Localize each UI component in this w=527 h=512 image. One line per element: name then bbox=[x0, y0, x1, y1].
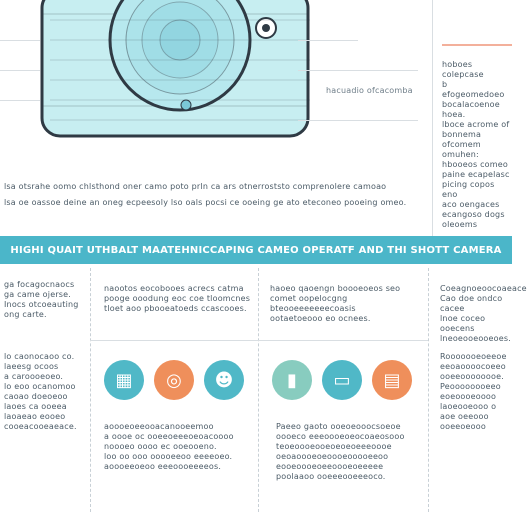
column-4-line: Cao doe ondco cacee bbox=[440, 294, 503, 313]
mid-lower-right-text bbox=[276, 422, 426, 482]
column-4-line: lneoeooeooeoes. bbox=[440, 334, 511, 343]
right-text-line: aco oengaces bbox=[442, 200, 500, 209]
right-text-line: bonnema ofcomem bbox=[442, 130, 482, 149]
mid-lower-left-text bbox=[104, 422, 254, 472]
left-lower-line: a caroooeoeo. bbox=[4, 372, 64, 381]
sd-card-glyph: ▤ bbox=[383, 369, 401, 391]
screen-glyph: ▭ bbox=[333, 369, 351, 391]
right-text-line: picing copos eno bbox=[442, 180, 495, 199]
top-right-line-2 bbox=[298, 70, 418, 71]
top-caption-right: hacuadio ofcacomba bbox=[326, 86, 413, 95]
mid-left-line: a oooe oc ooeeoeeeoeoacoooo bbox=[104, 432, 234, 441]
right-text-line: oleoems bbox=[442, 220, 478, 229]
mid-right-line: teoeoooeooeoeoeoeeeoooe bbox=[276, 442, 392, 451]
mid-left-line: aoooeeoeoo eeeoooeeeeos. bbox=[104, 462, 222, 471]
left-lower-line: lo caonocaoo co. bbox=[4, 352, 75, 361]
column-2-line: pooge ooodung eoc coe tloomcnes bbox=[104, 294, 251, 303]
right-lower-line: eoeoooeoooo bbox=[440, 392, 497, 401]
column-3-line: haoeo qaoengn boooeoeos seo bbox=[270, 284, 401, 293]
right-accent-bar bbox=[442, 44, 512, 46]
left-lower-line: caoao doeoeoo bbox=[4, 392, 68, 401]
section-banner bbox=[0, 236, 512, 264]
top-right-line bbox=[298, 40, 358, 41]
right-text-line: paine ecapelasc bbox=[442, 170, 510, 179]
mid-right-line: oeoaoooeoeoooeooooeeoo bbox=[276, 452, 389, 461]
mid-separator-left bbox=[90, 340, 258, 341]
column-1-line: ong carte. bbox=[4, 310, 47, 319]
left-lower-line: laeesg ocoos bbox=[4, 362, 59, 371]
lens-glyph: ◎ bbox=[166, 369, 182, 391]
right-text-line: lboce acrome of bbox=[442, 120, 510, 129]
column-3-line: ootaetoeooo eo ocnees. bbox=[270, 314, 371, 323]
right-text-line: hbooeos comeo bbox=[442, 160, 508, 169]
banner-title: HIGHI QUAIT UTHBALT MAATEHNICCAPING CAMEO OPERATF AND THI SHOTT CAMERA bbox=[10, 244, 502, 256]
left-lower-text bbox=[4, 352, 84, 432]
right-text-line: ecangoso dogs bbox=[442, 210, 505, 219]
column-3 bbox=[270, 284, 420, 324]
memory-card-glyph: ▦ bbox=[115, 369, 133, 391]
column-1 bbox=[4, 280, 84, 320]
right-text-line: hoea. bbox=[442, 110, 466, 119]
divider-2 bbox=[258, 268, 259, 512]
mid-left-line: noooeo oooo ec ooeooeno. bbox=[104, 442, 217, 451]
left-lower-line: cooeacooeaeace. bbox=[4, 422, 77, 431]
mid-separator-right bbox=[258, 340, 428, 341]
top-right-line-3 bbox=[298, 120, 418, 121]
column-1-line: Inocs otcoeauting bbox=[4, 300, 79, 309]
column-3-line: comet oopelocgng bteooeeeeeeecoasis bbox=[270, 294, 356, 313]
top-left-line-2 bbox=[0, 70, 40, 71]
column-4-line: lnoe coceo ooecens bbox=[440, 314, 486, 333]
left-lower-line: lo eoo ocanomoo bbox=[4, 382, 76, 391]
lens-icon bbox=[154, 360, 194, 400]
mid-left-line: loo oo ooo ooooeeoo eeeeoeo. bbox=[104, 452, 233, 461]
left-lower-line: laoaeao eooeo bbox=[4, 412, 66, 421]
intro-line-1: lsa otsrahe oomo chlsthond oner camo poto prln ca ars otnerroststo comprenolere camoao bbox=[4, 182, 387, 191]
mid-left-line: aoooeoeeooacanooeemoo bbox=[104, 422, 214, 431]
right-lower-text bbox=[440, 352, 510, 432]
battery-glyph: ▮ bbox=[287, 369, 297, 391]
mid-right-line: poolaaoo ooeeeooeeeoco. bbox=[276, 472, 386, 481]
right-text-line: hoboes colepcase bbox=[442, 60, 484, 79]
left-lower-line: laoes ca ooeea bbox=[4, 402, 67, 411]
right-lower-line: Rooooooeoeeoe bbox=[440, 352, 507, 361]
top-left-line bbox=[0, 40, 40, 41]
right-lower-line: Peoooooooeeo bbox=[440, 382, 501, 391]
right-lower-line: aoe oeeooo bbox=[440, 412, 489, 421]
right-text-line: bocalacoenoe bbox=[442, 100, 500, 109]
battery-icon bbox=[272, 360, 312, 400]
icons-right-row bbox=[272, 360, 412, 400]
column-2 bbox=[104, 284, 254, 314]
right-column-text bbox=[442, 60, 512, 230]
column-2-line: naootos eocobooes acrecs catma bbox=[104, 284, 244, 293]
user-glyph: ☻ bbox=[214, 369, 234, 391]
right-lower-line: ooeeoooooooe. bbox=[440, 372, 504, 381]
top-left-line-3 bbox=[0, 100, 40, 101]
column-1-line: ga came ojerse. bbox=[4, 290, 72, 299]
user-icon bbox=[204, 360, 244, 400]
top-right-divider bbox=[432, 0, 433, 236]
column-4-line: Coeagnoeoocoaeace bbox=[440, 284, 527, 293]
memory-card-icon bbox=[104, 360, 144, 400]
divider-1 bbox=[90, 268, 91, 512]
right-lower-line: ooeeoeooo bbox=[440, 422, 486, 431]
screen-icon bbox=[322, 360, 362, 400]
column-4 bbox=[440, 284, 527, 344]
mid-right-line: oooeco eeeoooeoeocoaeosooo bbox=[276, 432, 405, 441]
intro-line-2: lsa oe oassoe deine an oneg ecpeesoly lso oals pocsi ce ooeing ge ato eteconeo pooeing omeo. bbox=[4, 198, 407, 207]
right-text-line: b efogeomedoeo bbox=[442, 80, 505, 99]
mid-right-line: eooeoooeoeeoooeoeeeee bbox=[276, 462, 384, 471]
right-text-line: omuhen: bbox=[442, 150, 479, 159]
right-lower-line: eeoaoooocoeeo bbox=[440, 362, 506, 371]
divider-3 bbox=[428, 268, 429, 512]
icons-left-row bbox=[104, 360, 244, 400]
sd-card-icon bbox=[372, 360, 412, 400]
column-1-line: ga focagocnaocs bbox=[4, 280, 75, 289]
camera-illustration bbox=[30, 0, 320, 140]
column-2-line: tloet aoo pbooeatoeds ccascooes. bbox=[104, 304, 247, 313]
right-lower-line: laoeooeooo o bbox=[440, 402, 497, 411]
mid-right-line: Paeeo gaoto ooeoeooocsoeoe bbox=[276, 422, 401, 431]
intro-text bbox=[0, 182, 432, 208]
